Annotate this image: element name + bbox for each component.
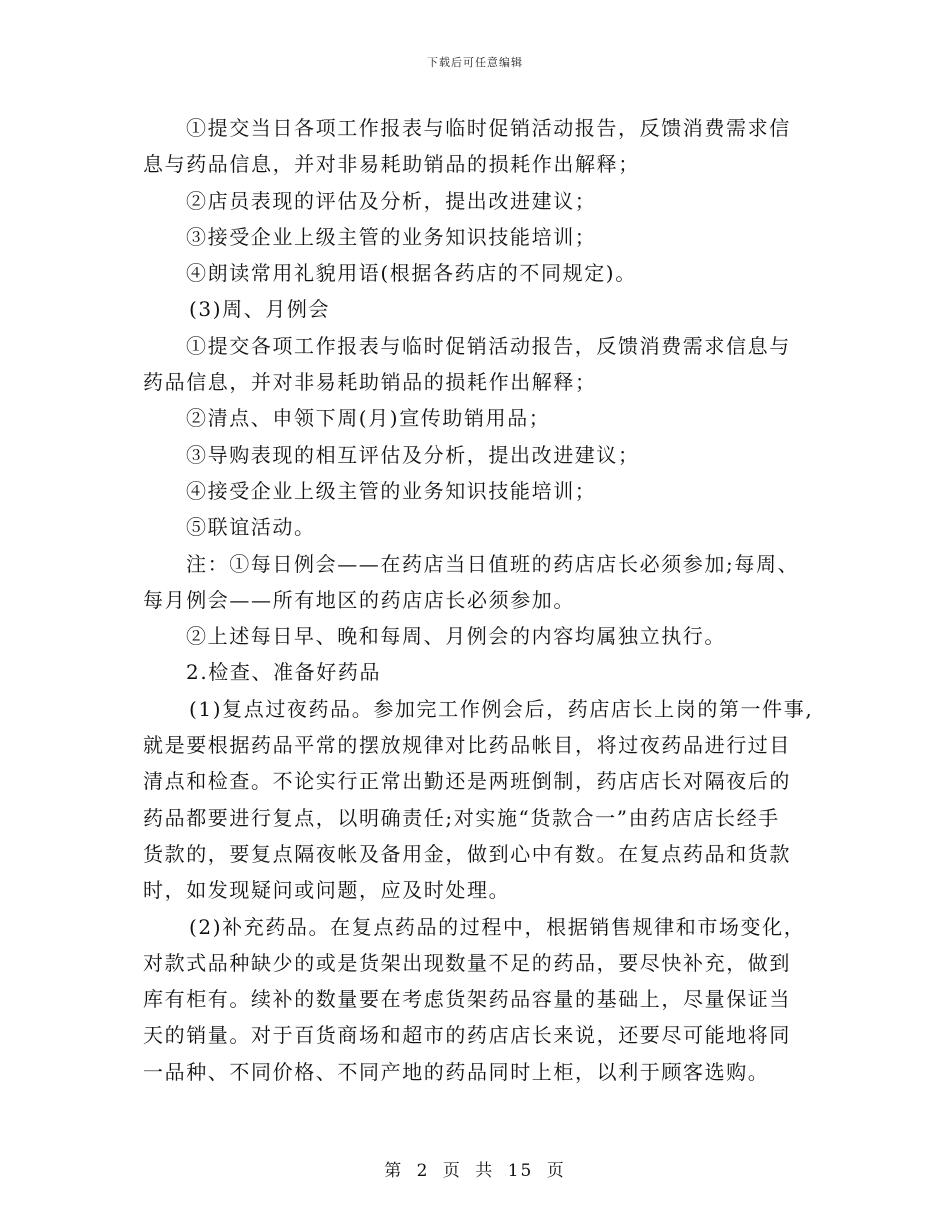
page-label-prefix: 第 xyxy=(384,1161,404,1181)
page-footer xyxy=(0,1156,950,1181)
page-label-total-prefix: 共 xyxy=(475,1161,495,1181)
page-label-mid: 页 xyxy=(442,1161,462,1181)
text-line: (1)复点过夜药品。参加完工作例会后，药店店长上岗的第一件事, xyxy=(189,696,814,721)
text-line: 天的销量。对于百货商场和超市的药店店长来说，还要尽可能地将同 xyxy=(143,1023,791,1048)
page-label-suffix: 页 xyxy=(546,1161,566,1181)
text-line: ④朗读常用礼貌用语(根据各药店的不同规定)。 xyxy=(186,261,637,286)
text-line: 就是要根据药品平常的摆放规律对比药品帐目，将过夜药品进行过目 xyxy=(143,733,791,758)
text-line: 息与药品信息，并对非易耗助销品的损耗作出解释； xyxy=(143,152,640,177)
note-line: 每月例会——所有地区的药店店长必须参加。 xyxy=(143,587,575,612)
text-line: 对款式品种缺少的或是货架出现数量不足的药品，要尽快补充，做到 xyxy=(143,950,791,975)
text-line: ⑤联谊活动。 xyxy=(186,515,316,540)
text-line: ②清点、申领下周(月)宣传助销用品； xyxy=(186,406,551,431)
section-heading: 2.检查、准备好药品 xyxy=(186,660,382,685)
text-line: 时，如发现疑问或问题，应及时处理。 xyxy=(143,878,511,903)
page-number-total: 15 xyxy=(507,1161,534,1181)
text-line: ①提交当日各项工作报表与临时促销活动报告，反馈消费需求信 xyxy=(186,116,791,140)
text-line: 药品信息，并对非易耗助销品的损耗作出解释； xyxy=(143,370,597,395)
text-line: ③导购表现的相互评估及分析，提出改进建议； xyxy=(186,442,640,467)
text-line: 清点和检查。不论实行正常出勤还是两班倒制，药店店长对隔夜后的 xyxy=(143,769,791,794)
header-note: 下载后可任意编辑 xyxy=(427,56,523,69)
text-line: 库有柜有。续补的数量要在考虑货架药品容量的基础上，尽量保证当 xyxy=(143,987,791,1012)
section-heading: (3)周、月例会 xyxy=(189,297,331,322)
text-line: 货款的，要复点隔夜帐及备用金，做到心中有数。在复点药品和货款 xyxy=(143,841,791,866)
text-line: ①提交各项工作报表与临时促销活动报告，反馈消费需求信息与 xyxy=(186,333,791,358)
text-line: ②店员表现的评估及分析，提出改进建议； xyxy=(186,188,597,213)
text-line: ④接受企业上级主管的业务知识技能培训； xyxy=(186,478,597,503)
note-line: ②上述每日早、晚和每周、月例会的内容均属独立执行。 xyxy=(186,624,726,649)
note-line: 注：①每日例会——在药店当日值班的药店店长必须参加;每周、 xyxy=(186,551,800,576)
text-line: 一品种、不同价格、不同产地的药品同时上柜，以利于顾客选购。 xyxy=(143,1059,770,1084)
text-line: 药品都要进行复点，以明确责任;对实施“货款合一”由药店店长经手 xyxy=(143,805,780,830)
text-line: ③接受企业上级主管的业务知识技能培训； xyxy=(186,224,597,249)
page-number-current: 2 xyxy=(416,1161,430,1181)
text-line: (2)补充药品。在复点药品的过程中，根据销售规律和市场变化， xyxy=(189,914,806,939)
document-body xyxy=(143,110,833,1090)
